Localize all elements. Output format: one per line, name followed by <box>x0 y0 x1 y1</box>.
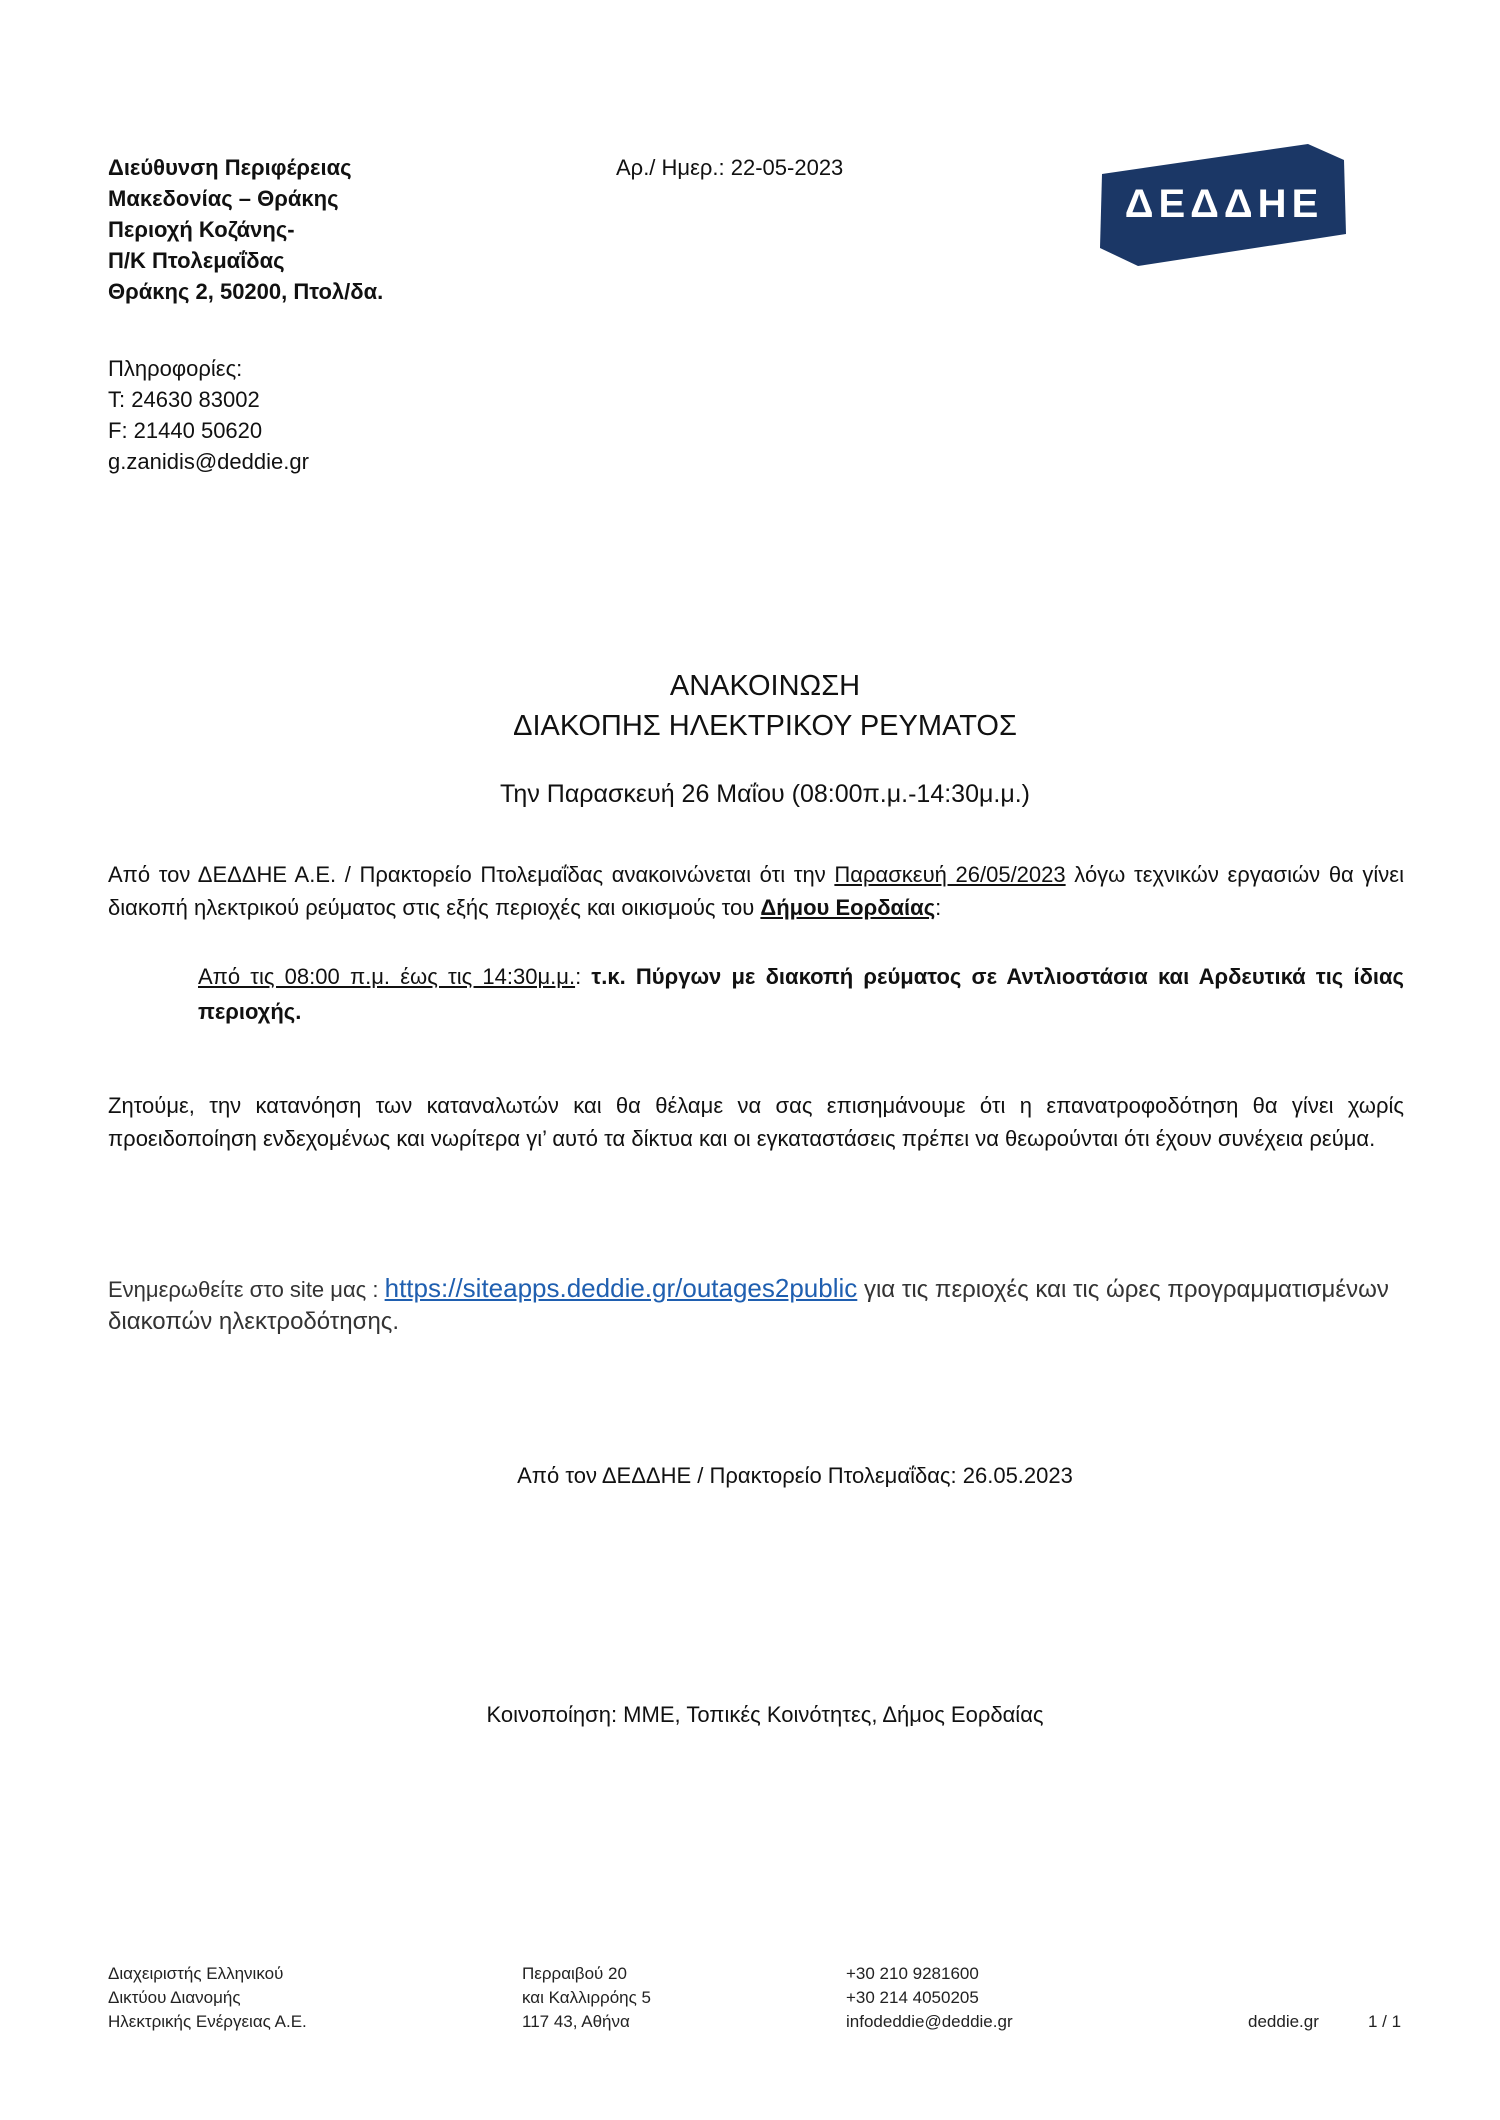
municipality: Δήμου Εορδαίας <box>760 895 936 920</box>
footer-contacts <box>846 1962 1013 2034</box>
sender-address <box>108 152 383 307</box>
page-number: 1 / 1 <box>1368 2012 1402 2031</box>
site-prefix: Ενημερωθείτε στο site μας : <box>108 1277 385 1302</box>
footer-line: Ηλεκτρικής Ενέργειας Α.Ε. <box>108 2012 307 2031</box>
paragraph-text: : <box>935 895 942 920</box>
outages-link[interactable]: https://siteapps.deddie.gr/outages2public <box>384 1273 858 1303</box>
notice-paragraph: Ζητούμε, την κατανόηση των καταναλωτών και θα θέλαμε να σας επισημάνουμε ότι η επανατροφοδότηση θα γίνει χωρίς προειδοποίηση ενδεχομένως και νωρίτερα γι’ αυτό τα δίκτυα και οι εγκαταστάσεις πρέπει να θεωρούνται ότι έχουν συνέχεια ρεύμα. <box>108 1093 1404 1151</box>
contact-fax: F: 21440 50620 <box>108 418 263 443</box>
footer-line: 117 43, Αθήνα <box>522 2012 630 2031</box>
contact-phone: Τ: 24630 83002 <box>108 387 260 412</box>
paragraph-text: Από τον ΔΕΔΔΗΕ Α.Ε. / Πρακτορείο Πτολεμαΐδας ανακοινώνεται ότι την <box>108 862 835 887</box>
contact-info <box>108 353 309 477</box>
schedule-time: Από τις 08:00 π.μ. έως τις 14:30μ.μ. <box>198 964 576 989</box>
contact-email: g.zanidis@deddie.gr <box>108 449 309 474</box>
footer-line: +30 214 4050205 <box>846 1988 979 2007</box>
website-info <box>108 1272 1404 1338</box>
title-line: ΔΙΑΚΟΠΗΣ ΗΛΕΚΤΡΙΚΟΥ ΡΕΥΜΑΤΟΣ <box>513 710 1017 742</box>
schedule-details: τ.κ. Πύργων με διακοπή ρεύματος σε Αντλιοστάσια και Αρδευτικά τις ίδιας περιοχής. <box>198 964 1404 1024</box>
footer-company <box>108 1962 307 2034</box>
deddie-logo <box>1098 140 1350 270</box>
outage-schedule <box>198 959 1404 1029</box>
footer-website[interactable]: deddie.gr <box>1248 2012 1319 2031</box>
announcement-paragraph <box>108 858 1404 924</box>
paragraph-text: λόγω τεχνικών εργασιών θα γίνει διακοπή ηλεκτρικού ρεύματος στις εξής περιοχές και οικισμούς του <box>108 862 1405 920</box>
outage-when: Την Παρασκευή 26 Μαΐου (08:00π.μ.-14:30μ.μ.) <box>499 780 1031 808</box>
footer-line: και Καλλιρρόης 5 <box>522 1988 651 2007</box>
sender-line: Διεύθυνση Περιφέρειας <box>108 155 352 180</box>
cc-line: Κοινοποίηση: ΜΜΕ, Τοπικές Κοινότητες, Δήμος Εορδαίας <box>486 1702 1044 1727</box>
footer-line: Διαχειριστής Ελληνικού <box>108 1964 284 1983</box>
title-line: ΑΝΑΚΟΙΝΩΣΗ <box>669 670 861 702</box>
footer-line: Δικτύου Διανομής <box>108 1988 241 2007</box>
sender-line: Περιοχή Κοζάνης- <box>108 217 295 242</box>
site-suffix: για τις περιοχές και τις ώρες προγραμματισμένων διακοπών ηλεκτροδότησης. <box>108 1276 1389 1335</box>
footer-line: +30 210 9281600 <box>846 1964 979 1983</box>
reference-number: Αρ./ Ημερ.: 22-05-2023 <box>616 155 844 180</box>
sender-line: Μακεδονίας – Θράκης <box>108 186 339 211</box>
schedule-sep: : <box>575 964 592 989</box>
outage-date: Παρασκευή 26/05/2023 <box>834 862 1066 887</box>
footer-line: Περραιβού 20 <box>522 1964 627 1983</box>
sender-line: Θράκης 2, 50200, Πτολ/δα. <box>108 279 384 304</box>
announcement-title <box>0 666 1500 746</box>
footer-address <box>522 1962 651 2034</box>
sender-line: Π/Κ Πτολεμαΐδας <box>108 248 285 273</box>
signature-line: Από τον ΔΕΔΔΗΕ / Πρακτορείο Πτολεμαΐδας: 26.05.2023 <box>517 1463 1073 1488</box>
contact-label: Πληροφορίες: <box>108 356 243 381</box>
logo-text: ΔΕΔΔΗΕ <box>1124 182 1324 226</box>
footer-email[interactable]: infodeddie@deddie.gr <box>846 2012 1013 2031</box>
